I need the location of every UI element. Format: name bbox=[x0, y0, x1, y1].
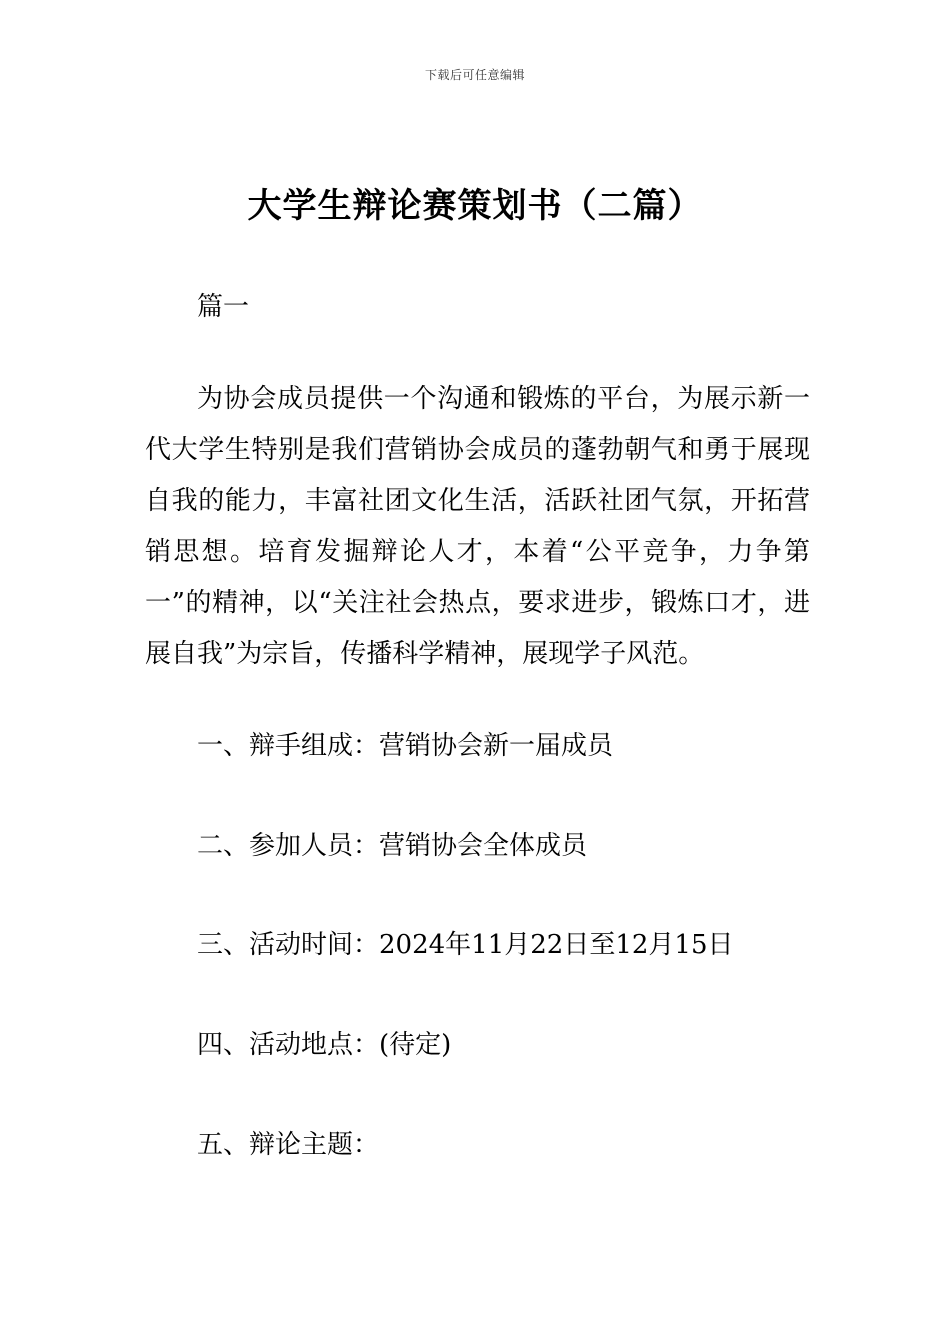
page-header-note: 下载后可任意编辑 bbox=[424, 68, 525, 82]
list-item-debaters: 一、辩手组成：营销协会新一届成员 bbox=[197, 731, 614, 761]
list-item-participants: 二、参加人员：营销协会全体成员 bbox=[197, 831, 588, 861]
list-item-time: 三、活动时间：2024年11月22日至12月15日 bbox=[197, 930, 734, 960]
section-label: 篇一 bbox=[197, 292, 250, 322]
list-item-location: 四、活动地点：(待定) bbox=[197, 1030, 452, 1060]
list-item-topic: 五、辩论主题： bbox=[197, 1130, 380, 1160]
document-title: 大学生辩论赛策划书（二篇） bbox=[247, 186, 703, 226]
intro-paragraph: 为协会成员提供一个沟通和锻炼的平台，为展示新一代大学生特别是我们营销协会成员的蓬勃朝气和勇于展现自我的能力，丰富社团文化生活，活跃社团气氛，开拓营销思想。培育发掘辩论人才，本着“公平竞争，力争第一”的精神，以“关注社会热点，要求进步，锻炼口才，进展自我”为宗旨，传播科学精神，展现学子风范。 bbox=[145, 384, 810, 669]
